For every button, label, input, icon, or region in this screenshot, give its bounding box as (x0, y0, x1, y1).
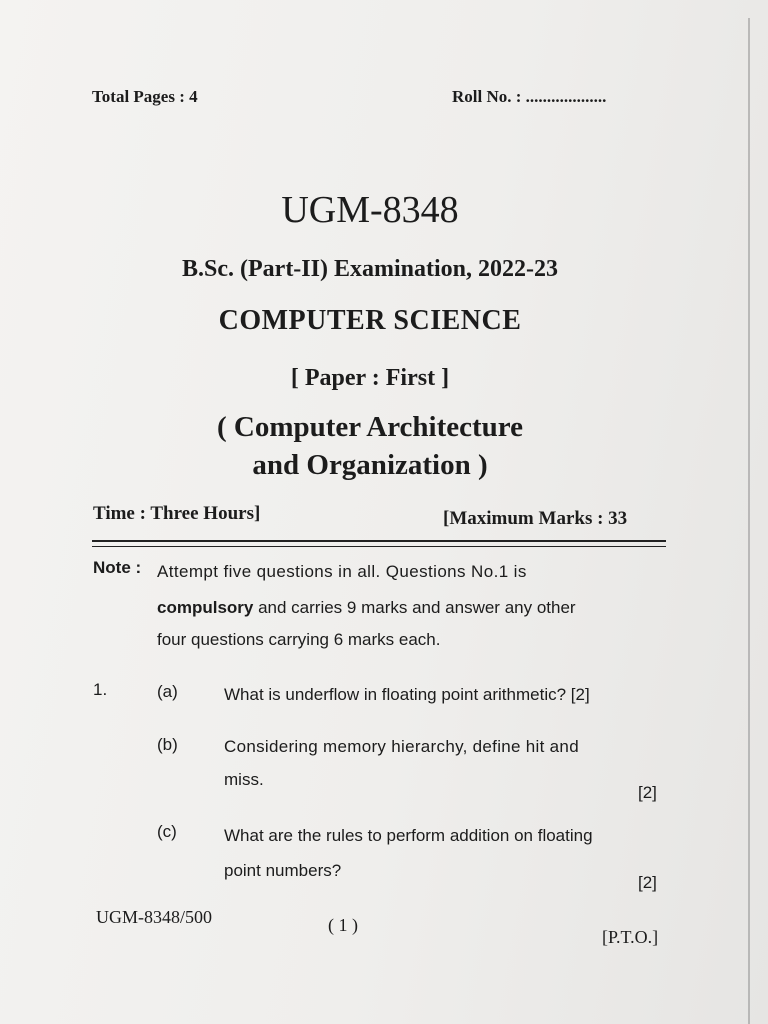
course-title-line-1: ( Computer Architecture (216, 411, 524, 443)
question-part-label-b: (b) (157, 735, 178, 754)
subject-title: COMPUTER SCIENCE (218, 305, 522, 336)
question-part-label-c: (c) (157, 822, 177, 841)
divider-thick (92, 540, 666, 542)
note-line-1: Attempt five questions in all. Questions No.1 is (157, 562, 527, 581)
divider-thin (92, 546, 666, 547)
note-compulsory: compulsory (157, 598, 254, 617)
question-part-text-b-line-2: miss. (224, 770, 264, 789)
page-edge (748, 18, 750, 1024)
maximum-marks: [Maximum Marks : 33 (443, 508, 628, 529)
question-part-marks-b: [2] (638, 783, 657, 802)
exam-time: Time : Three Hours] (93, 503, 261, 524)
note-label: Note : (93, 558, 142, 577)
roll-number: Roll No. : ................... (452, 87, 607, 106)
question-part-text-c-line-1: What are the rules to perform addition on floating (224, 826, 593, 845)
question-part-text-c-line-2: point numbers? (224, 861, 342, 880)
question-part-marks-c: [2] (638, 873, 657, 892)
course-title-line-2: and Organization ) (252, 449, 488, 481)
question-part-text-b-line-1: Considering memory hierarchy, define hit and (224, 737, 579, 756)
note-line-2-rest: and carries 9 marks and answer any other (253, 598, 576, 617)
note-line-3: four questions carrying 6 marks each. (157, 630, 441, 649)
paper-code: UGM-8348 (281, 189, 459, 231)
question-part-text-a: What is underflow in floating point arithmetic? [2] (224, 685, 590, 704)
page-number: ( 1 ) (328, 915, 358, 935)
please-turn-over: [P.T.O.] (602, 927, 659, 947)
question-part-label-a: (a) (157, 682, 178, 701)
footer-code: UGM-8348/500 (96, 907, 212, 927)
paper-number: [ Paper : First ] (290, 365, 450, 391)
total-pages: Total Pages : 4 (92, 87, 198, 106)
exam-name: B.Sc. (Part-II) Examination, 2022-23 (182, 256, 558, 282)
question-number: 1. (93, 680, 108, 699)
note-line-2 (157, 598, 576, 618)
